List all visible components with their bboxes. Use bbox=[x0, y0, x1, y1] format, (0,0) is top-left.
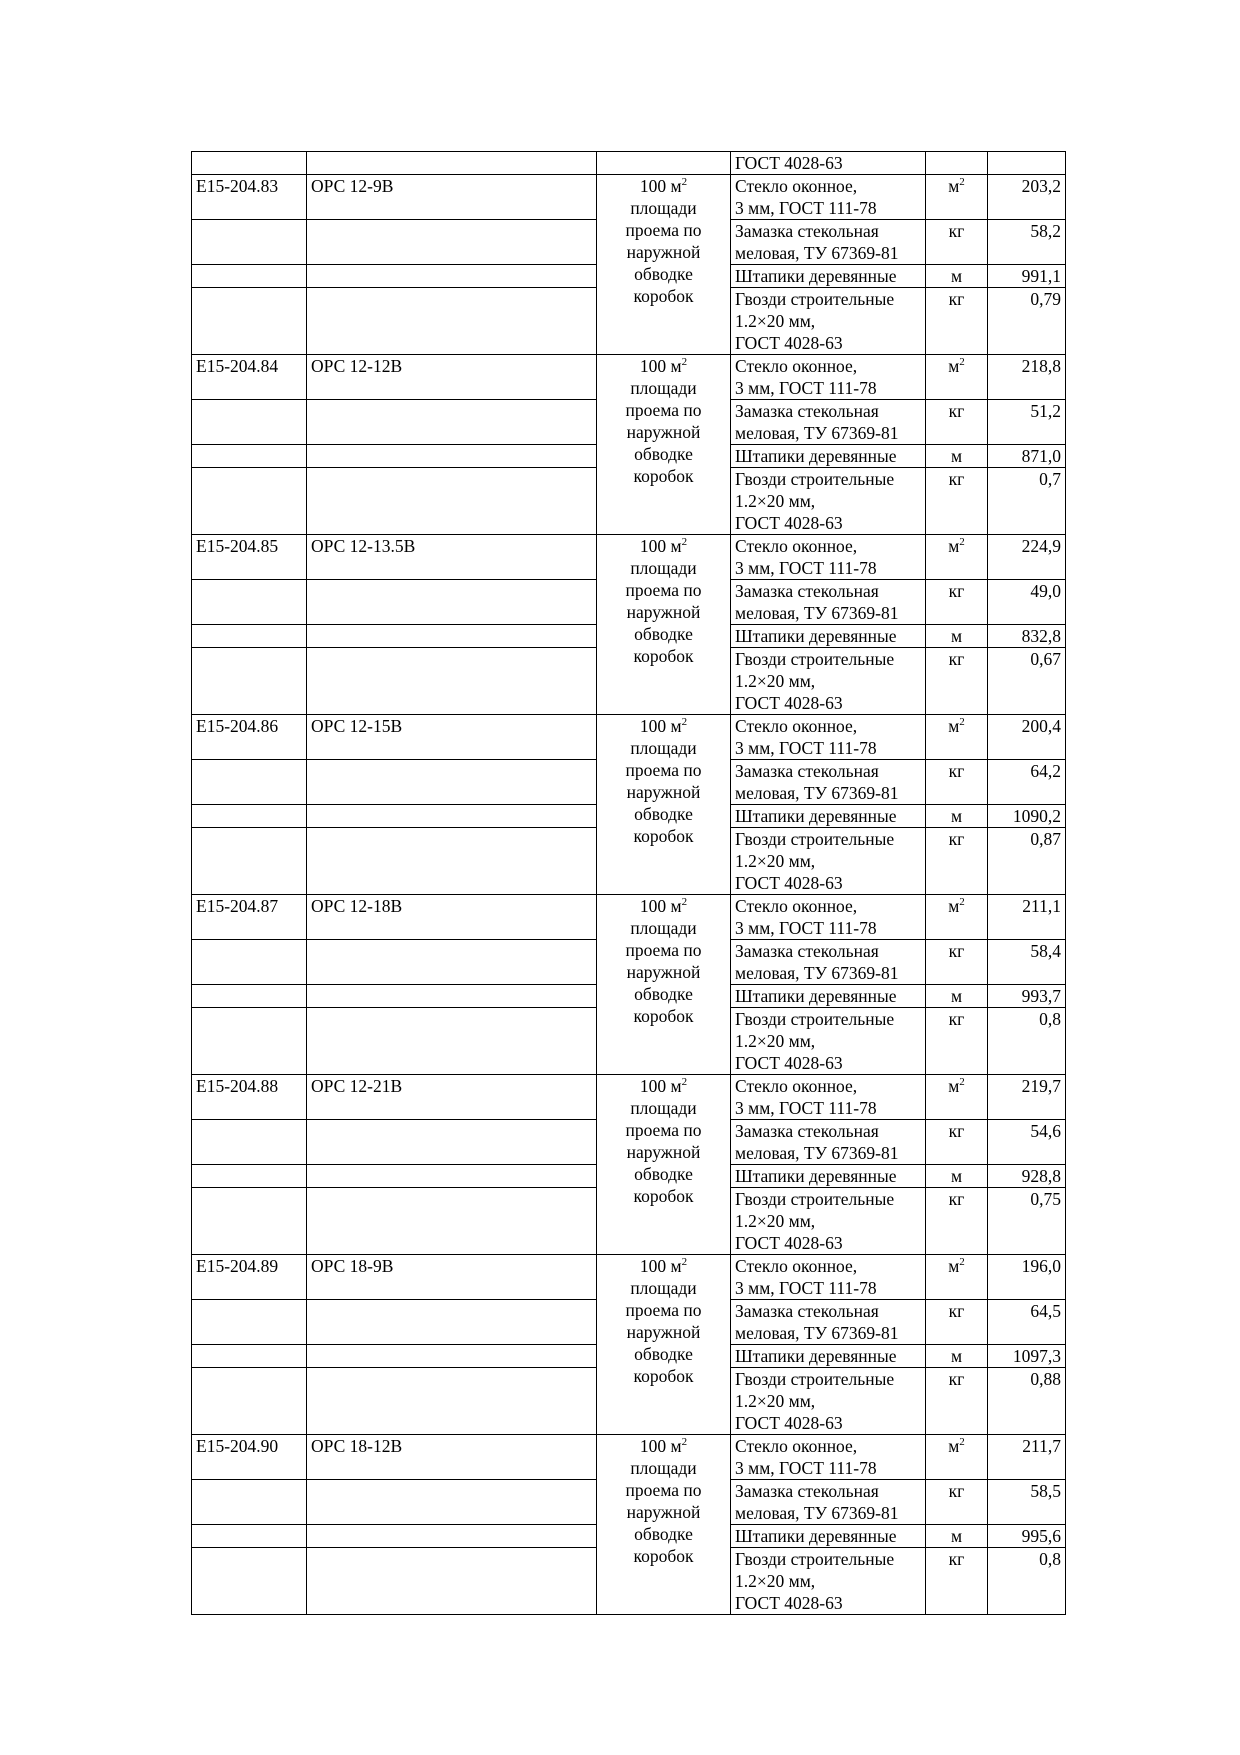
unit-cell bbox=[926, 715, 988, 760]
unit-text: м bbox=[950, 446, 963, 466]
unit-sup: 2 bbox=[959, 1256, 965, 1269]
meter-cell bbox=[597, 715, 731, 895]
code-cell bbox=[192, 1525, 307, 1548]
unit-text: м bbox=[948, 896, 960, 916]
code-cell-text: Е15-204.83 bbox=[196, 176, 279, 196]
material-cell: Стекло оконное, 3 мм, ГОСТ 111-78 bbox=[731, 355, 926, 400]
name-cell bbox=[307, 175, 597, 220]
meter-sup: 2 bbox=[681, 716, 688, 729]
code-cell-text: Е15-204.86 bbox=[196, 716, 279, 736]
code-cell bbox=[192, 152, 307, 175]
code-cell bbox=[192, 715, 307, 760]
name-cell bbox=[307, 1165, 597, 1188]
code-cell bbox=[192, 1548, 307, 1615]
unit-cell bbox=[926, 648, 988, 715]
qty-cell: 196,0 bbox=[988, 1255, 1066, 1300]
material-cell: Замазка стекольная меловая, ТУ 67369-81 bbox=[731, 760, 926, 805]
name-cell bbox=[307, 1345, 597, 1368]
code-cell bbox=[192, 1480, 307, 1525]
name-cell-text: ОРС 12-21В bbox=[311, 1076, 403, 1096]
code-cell bbox=[192, 220, 307, 265]
unit-text: м bbox=[950, 1166, 963, 1186]
meter-cell bbox=[597, 1435, 731, 1615]
meter-rest: площади проема по наружной обводке коробок bbox=[625, 1098, 702, 1206]
name-cell bbox=[307, 468, 597, 535]
code-cell bbox=[192, 805, 307, 828]
table-row bbox=[192, 355, 1066, 400]
unit-cell bbox=[926, 355, 988, 400]
code-cell-text: Е15-204.90 bbox=[196, 1436, 279, 1456]
code-cell-text: Е15-204.87 bbox=[196, 896, 279, 916]
code-cell bbox=[192, 535, 307, 580]
name-cell bbox=[307, 152, 597, 175]
code-cell bbox=[192, 625, 307, 648]
meter-prefix: 100 м bbox=[639, 716, 682, 736]
unit-text: м bbox=[948, 716, 960, 736]
unit-text: кг bbox=[948, 761, 965, 781]
code-cell bbox=[192, 175, 307, 220]
unit-cell bbox=[926, 1435, 988, 1480]
material-cell: Замазка стекольная меловая, ТУ 67369-81 bbox=[731, 1300, 926, 1345]
meter-cell bbox=[597, 355, 731, 535]
qty-cell: 0,8 bbox=[988, 1008, 1066, 1075]
unit-text: м bbox=[948, 1436, 960, 1456]
material-cell: Гвозди строительные 1.2×20 мм, ГОСТ 4028-63 bbox=[731, 648, 926, 715]
meter-rest: площади проема по наружной обводке коробок bbox=[625, 918, 702, 1026]
table-row-continuation bbox=[192, 152, 1066, 175]
qty-cell: 200,4 bbox=[988, 715, 1066, 760]
unit-sup: 2 bbox=[959, 716, 965, 729]
qty-cell: 211,7 bbox=[988, 1435, 1066, 1480]
unit-cell bbox=[926, 175, 988, 220]
material-cell: Гвозди строительные 1.2×20 мм, ГОСТ 4028-63 bbox=[731, 1368, 926, 1435]
meter-rest: площади проема по наружной обводке коробок bbox=[625, 1458, 702, 1566]
material-cell: Гвозди строительные 1.2×20 мм, ГОСТ 4028-63 bbox=[731, 1188, 926, 1255]
name-cell-text: ОРС 12-9В bbox=[311, 176, 394, 196]
qty-cell: 871,0 bbox=[988, 445, 1066, 468]
unit-cell bbox=[926, 1188, 988, 1255]
qty-cell: 219,7 bbox=[988, 1075, 1066, 1120]
table-row bbox=[192, 895, 1066, 940]
unit-cell bbox=[926, 1480, 988, 1525]
name-cell bbox=[307, 760, 597, 805]
qty-cell: 0,8 bbox=[988, 1548, 1066, 1615]
meter-rest: площади проема по наружной обводке коробок bbox=[625, 738, 702, 846]
code-cell bbox=[192, 468, 307, 535]
name-cell bbox=[307, 648, 597, 715]
unit-text: м bbox=[950, 1346, 963, 1366]
unit-text: кг bbox=[948, 1549, 965, 1569]
meter-cell bbox=[597, 1075, 731, 1255]
unit-cell bbox=[926, 400, 988, 445]
meter-cell bbox=[597, 175, 731, 355]
material-cell: Замазка стекольная меловая, ТУ 67369-81 bbox=[731, 1480, 926, 1525]
unit-text: м bbox=[948, 356, 960, 376]
meter-rest: площади проема по наружной обводке коробок bbox=[625, 1278, 702, 1386]
qty-cell: 58,5 bbox=[988, 1480, 1066, 1525]
unit-cell bbox=[926, 625, 988, 648]
material-cell: Замазка стекольная меловая, ТУ 67369-81 bbox=[731, 580, 926, 625]
material-cell: Стекло оконное, 3 мм, ГОСТ 111-78 bbox=[731, 1435, 926, 1480]
meter-cell bbox=[597, 535, 731, 715]
qty-cell bbox=[988, 152, 1066, 175]
code-cell bbox=[192, 1188, 307, 1255]
unit-cell bbox=[926, 288, 988, 355]
unit-cell bbox=[926, 535, 988, 580]
meter-cell bbox=[597, 152, 731, 175]
name-cell bbox=[307, 1008, 597, 1075]
name-cell bbox=[307, 1525, 597, 1548]
material-cell: Стекло оконное, 3 мм, ГОСТ 111-78 bbox=[731, 895, 926, 940]
unit-text: м bbox=[950, 626, 963, 646]
name-cell bbox=[307, 1480, 597, 1525]
unit-cell bbox=[926, 152, 988, 175]
table-row bbox=[192, 715, 1066, 760]
unit-cell bbox=[926, 1165, 988, 1188]
unit-text: м bbox=[948, 176, 960, 196]
code-cell bbox=[192, 985, 307, 1008]
code-cell bbox=[192, 940, 307, 985]
qty-cell: 64,5 bbox=[988, 1300, 1066, 1345]
name-cell-text: ОРС 12-15В bbox=[311, 716, 403, 736]
material-cell: Гвозди строительные 1.2×20 мм, ГОСТ 4028-63 bbox=[731, 288, 926, 355]
meter-prefix: 100 м bbox=[639, 176, 682, 196]
qty-cell: 991,1 bbox=[988, 265, 1066, 288]
table-row bbox=[192, 175, 1066, 220]
code-cell-text: Е15-204.89 bbox=[196, 1256, 279, 1276]
code-cell bbox=[192, 1255, 307, 1300]
meter-prefix: 100 м bbox=[639, 1076, 682, 1096]
unit-text: кг bbox=[948, 1369, 965, 1389]
unit-text: кг bbox=[948, 649, 965, 669]
code-cell-text: Е15-204.85 bbox=[196, 536, 279, 556]
code-cell bbox=[192, 1165, 307, 1188]
unit-text: кг bbox=[948, 1481, 965, 1501]
material-cell: Стекло оконное, 3 мм, ГОСТ 111-78 bbox=[731, 535, 926, 580]
name-cell bbox=[307, 535, 597, 580]
name-cell bbox=[307, 715, 597, 760]
meter-prefix: 100 м bbox=[639, 896, 682, 916]
code-cell bbox=[192, 828, 307, 895]
unit-cell bbox=[926, 1345, 988, 1368]
table-body bbox=[192, 152, 1066, 1615]
name-cell-text: ОРС 12-18В bbox=[311, 896, 403, 916]
qty-cell: 0,79 bbox=[988, 288, 1066, 355]
code-cell bbox=[192, 1300, 307, 1345]
name-cell bbox=[307, 220, 597, 265]
unit-cell bbox=[926, 940, 988, 985]
code-cell bbox=[192, 400, 307, 445]
code-cell bbox=[192, 288, 307, 355]
material-cell: Стекло оконное, 3 мм, ГОСТ 111-78 bbox=[731, 175, 926, 220]
unit-text: м bbox=[950, 806, 963, 826]
unit-text: кг bbox=[948, 941, 965, 961]
qty-cell: 0,67 bbox=[988, 648, 1066, 715]
name-cell bbox=[307, 580, 597, 625]
name-cell-text: ОРС 18-9В bbox=[311, 1256, 394, 1276]
qty-cell: 832,8 bbox=[988, 625, 1066, 648]
unit-cell bbox=[926, 985, 988, 1008]
meter-sup: 2 bbox=[681, 536, 688, 549]
code-cell bbox=[192, 445, 307, 468]
unit-text: кг bbox=[948, 289, 965, 309]
material-cell: Замазка стекольная меловая, ТУ 67369-81 bbox=[731, 940, 926, 985]
name-cell bbox=[307, 1300, 597, 1345]
qty-cell: 928,8 bbox=[988, 1165, 1066, 1188]
meter-cell bbox=[597, 895, 731, 1075]
unit-text: м bbox=[948, 536, 960, 556]
name-cell bbox=[307, 625, 597, 648]
material-cell: Штапики деревянные bbox=[731, 445, 926, 468]
name-cell bbox=[307, 940, 597, 985]
qty-cell: 58,4 bbox=[988, 940, 1066, 985]
material-cell: Гвозди строительные 1.2×20 мм, ГОСТ 4028-63 bbox=[731, 468, 926, 535]
unit-cell bbox=[926, 445, 988, 468]
unit-cell bbox=[926, 1255, 988, 1300]
unit-cell bbox=[926, 1368, 988, 1435]
name-cell-text: ОРС 18-12В bbox=[311, 1436, 403, 1456]
unit-text: кг bbox=[948, 829, 965, 849]
unit-text: кг bbox=[948, 469, 965, 489]
qty-cell: 224,9 bbox=[988, 535, 1066, 580]
unit-cell bbox=[926, 468, 988, 535]
code-cell bbox=[192, 648, 307, 715]
code-cell bbox=[192, 1008, 307, 1075]
code-cell-text: Е15-204.84 bbox=[196, 356, 279, 376]
unit-sup: 2 bbox=[959, 536, 965, 549]
name-cell bbox=[307, 985, 597, 1008]
meter-sup: 2 bbox=[681, 176, 688, 189]
qty-cell: 49,0 bbox=[988, 580, 1066, 625]
unit-cell bbox=[926, 220, 988, 265]
qty-cell: 0,75 bbox=[988, 1188, 1066, 1255]
name-cell bbox=[307, 828, 597, 895]
unit-text: м bbox=[948, 1076, 960, 1096]
unit-cell bbox=[926, 1075, 988, 1120]
unit-cell bbox=[926, 805, 988, 828]
unit-text: кг bbox=[948, 581, 965, 601]
name-cell bbox=[307, 355, 597, 400]
qty-cell: 54,6 bbox=[988, 1120, 1066, 1165]
unit-text: кг bbox=[948, 1121, 965, 1141]
unit-text: м bbox=[950, 1526, 963, 1546]
code-cell bbox=[192, 1075, 307, 1120]
qty-cell: 203,2 bbox=[988, 175, 1066, 220]
meter-sup: 2 bbox=[681, 1436, 688, 1449]
code-cell bbox=[192, 895, 307, 940]
material-cell: Замазка стекольная меловая, ТУ 67369-81 bbox=[731, 1120, 926, 1165]
meter-sup: 2 bbox=[681, 356, 688, 369]
meter-cell bbox=[597, 1255, 731, 1435]
name-cell bbox=[307, 1120, 597, 1165]
qty-cell: 0,87 bbox=[988, 828, 1066, 895]
name-cell bbox=[307, 288, 597, 355]
material-cell: Гвозди строительные 1.2×20 мм, ГОСТ 4028-63 bbox=[731, 1008, 926, 1075]
material-cell: Штапики деревянные bbox=[731, 1525, 926, 1548]
material-cell: Стекло оконное, 3 мм, ГОСТ 111-78 bbox=[731, 1075, 926, 1120]
name-cell bbox=[307, 1188, 597, 1255]
material-cell: Штапики деревянные bbox=[731, 1345, 926, 1368]
table-row bbox=[192, 1435, 1066, 1480]
name-cell bbox=[307, 1435, 597, 1480]
material-cell: Стекло оконное, 3 мм, ГОСТ 111-78 bbox=[731, 715, 926, 760]
material-cell: Гвозди строительные 1.2×20 мм, ГОСТ 4028-63 bbox=[731, 1548, 926, 1615]
name-cell bbox=[307, 445, 597, 468]
unit-cell bbox=[926, 760, 988, 805]
qty-cell: 211,1 bbox=[988, 895, 1066, 940]
material-cell: Штапики деревянные bbox=[731, 1165, 926, 1188]
name-cell bbox=[307, 805, 597, 828]
material-cell: Замазка стекольная меловая, ТУ 67369-81 bbox=[731, 400, 926, 445]
meter-prefix: 100 м bbox=[639, 1436, 682, 1456]
meter-sup: 2 bbox=[681, 1256, 688, 1269]
material-cell: Штапики деревянные bbox=[731, 985, 926, 1008]
material-cell: Стекло оконное, 3 мм, ГОСТ 111-78 bbox=[731, 1255, 926, 1300]
qty-cell: 1090,2 bbox=[988, 805, 1066, 828]
unit-text: кг bbox=[948, 401, 965, 421]
name-cell bbox=[307, 895, 597, 940]
name-cell bbox=[307, 265, 597, 288]
table-row bbox=[192, 1255, 1066, 1300]
unit-sup: 2 bbox=[959, 1436, 965, 1449]
unit-cell bbox=[926, 1548, 988, 1615]
unit-text: м bbox=[948, 1256, 960, 1276]
qty-cell: 1097,3 bbox=[988, 1345, 1066, 1368]
name-cell-text: ОРС 12-13.5В bbox=[311, 536, 416, 556]
material-cell: Штапики деревянные bbox=[731, 265, 926, 288]
code-cell bbox=[192, 1435, 307, 1480]
code-cell bbox=[192, 760, 307, 805]
unit-sup: 2 bbox=[959, 356, 965, 369]
qty-cell: 0,88 bbox=[988, 1368, 1066, 1435]
qty-cell: 218,8 bbox=[988, 355, 1066, 400]
unit-text: кг bbox=[948, 1189, 965, 1209]
unit-text: м bbox=[950, 986, 963, 1006]
name-cell-text: ОРС 12-12В bbox=[311, 356, 403, 376]
name-cell bbox=[307, 400, 597, 445]
unit-cell bbox=[926, 1525, 988, 1548]
code-cell bbox=[192, 265, 307, 288]
material-cell: Штапики деревянные bbox=[731, 805, 926, 828]
unit-cell bbox=[926, 1008, 988, 1075]
unit-text: м bbox=[950, 266, 963, 286]
meter-prefix: 100 м bbox=[639, 356, 682, 376]
unit-cell bbox=[926, 828, 988, 895]
unit-cell bbox=[926, 1120, 988, 1165]
name-cell bbox=[307, 1075, 597, 1120]
meter-rest: площади проема по наружной обводке коробок bbox=[625, 378, 702, 486]
code-cell bbox=[192, 1120, 307, 1165]
name-cell bbox=[307, 1368, 597, 1435]
table-row bbox=[192, 1075, 1066, 1120]
material-cell: Штапики деревянные bbox=[731, 625, 926, 648]
unit-cell bbox=[926, 1300, 988, 1345]
name-cell bbox=[307, 1548, 597, 1615]
material-cell: ГОСТ 4028-63 bbox=[731, 152, 926, 175]
qty-cell: 0,7 bbox=[988, 468, 1066, 535]
meter-rest: площади проема по наружной обводке коробок bbox=[625, 198, 702, 306]
meter-prefix: 100 м bbox=[639, 1256, 682, 1276]
meter-prefix: 100 м bbox=[639, 536, 682, 556]
qty-cell: 58,2 bbox=[988, 220, 1066, 265]
unit-text: кг bbox=[948, 221, 965, 241]
unit-sup: 2 bbox=[959, 1076, 965, 1089]
meter-sup: 2 bbox=[681, 1076, 688, 1089]
material-cell: Гвозди строительные 1.2×20 мм, ГОСТ 4028-63 bbox=[731, 828, 926, 895]
meter-sup: 2 bbox=[681, 896, 688, 909]
meter-rest: площади проема по наружной обводке коробок bbox=[625, 558, 702, 666]
unit-cell bbox=[926, 580, 988, 625]
unit-sup: 2 bbox=[959, 896, 965, 909]
qty-cell: 64,2 bbox=[988, 760, 1066, 805]
unit-text: кг bbox=[948, 1301, 965, 1321]
code-cell bbox=[192, 580, 307, 625]
code-cell bbox=[192, 1368, 307, 1435]
code-cell bbox=[192, 1345, 307, 1368]
unit-cell bbox=[926, 895, 988, 940]
qty-cell: 993,7 bbox=[988, 985, 1066, 1008]
unit-sup: 2 bbox=[959, 176, 965, 189]
unit-text: кг bbox=[948, 1009, 965, 1029]
norms-table bbox=[191, 151, 1066, 1615]
name-cell bbox=[307, 1255, 597, 1300]
code-cell bbox=[192, 355, 307, 400]
unit-cell bbox=[926, 265, 988, 288]
table-row bbox=[192, 535, 1066, 580]
code-cell-text: Е15-204.88 bbox=[196, 1076, 279, 1096]
qty-cell: 51,2 bbox=[988, 400, 1066, 445]
material-cell: Замазка стекольная меловая, ТУ 67369-81 bbox=[731, 220, 926, 265]
qty-cell: 995,6 bbox=[988, 1525, 1066, 1548]
